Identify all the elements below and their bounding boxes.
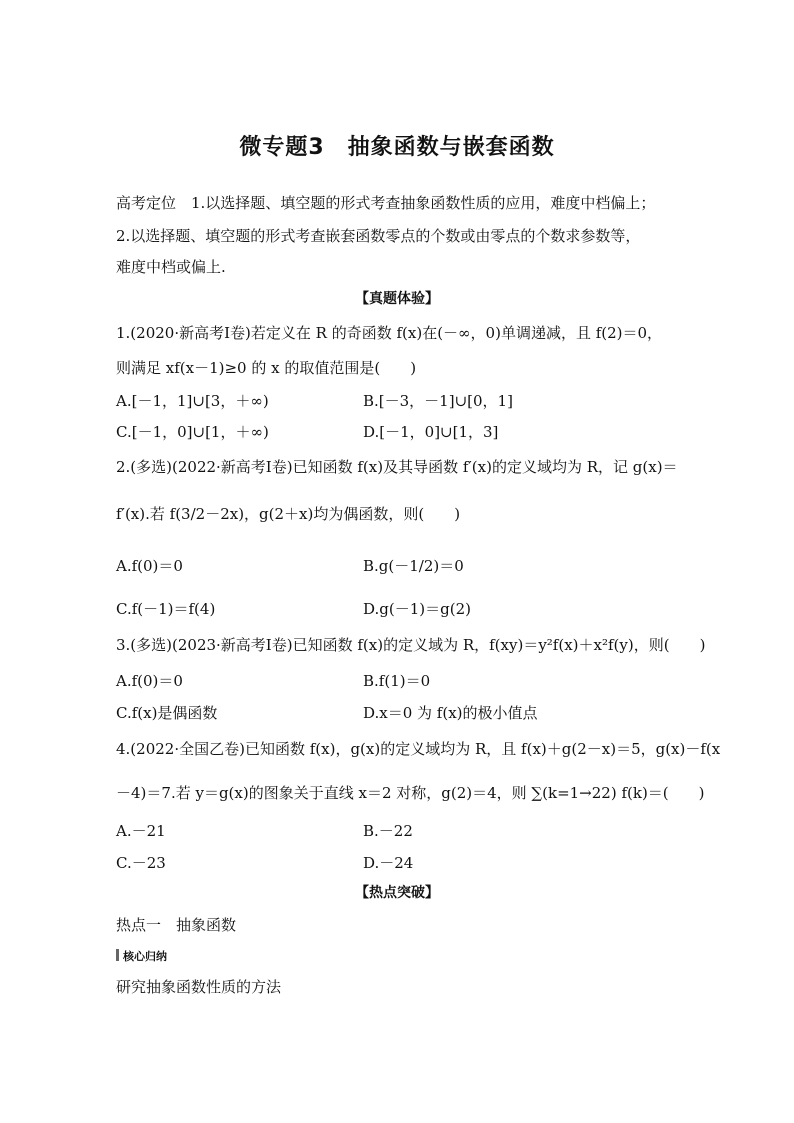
q3-option-c: C.f(x)是偶函数 [116,704,218,722]
q1-option-b: B.[－3，－1]∪[0，1] [363,392,513,410]
core-summary-label [116,948,167,964]
q4-option-d: D.－24 [363,854,414,872]
core-summary-text: 核心归纳 [123,950,167,963]
q3-stem-line-1: 3.(多选)(2023·新高考Ⅰ卷)已知函数 f(x)的定义域为 R，f(xy)＝y²f(x)＋x²f(y)，则( ) [116,636,706,654]
page-title: 微专题3 抽象函数与嵌套函数 [239,135,555,160]
q2-option-b: B.g(－1/2)＝0 [363,557,464,575]
q3-option-d: D.x＝0 为 f(x)的极小值点 [363,704,538,722]
q1-option-a: A.[－1，1]∪[3，＋∞) [116,392,269,410]
section-heading-hot-topics: 【热点突破】 [355,885,439,901]
method-heading: 研究抽象函数性质的方法 [116,978,282,996]
intro-line-1: 高考定位 1.以选择题、填空题的形式考查抽象函数性质的应用，难度中档偏上； [116,194,656,212]
intro-line-3: 难度中档或偏上. [116,258,226,276]
q3-option-b: B.f(1)＝0 [363,672,431,690]
q3-option-a: A.f(0)＝0 [116,672,183,690]
q1-stem-line-2: 则满足 xf(x－1)≥0 的 x 的取值范围是( ) [116,359,417,377]
q1-stem-line-1: 1.(2020·新高考Ⅰ卷)若定义在 R 的奇函数 f(x)在(－∞，0)单调递减，且 f(2)＝0， [116,324,663,342]
q2-stem-line-1: 2.(多选)(2022·新高考Ⅰ卷)已知函数 f(x)及其导函数 f′(x)的定义域均为 R，记 g(x)＝ [116,458,678,476]
q4-option-c: C.－23 [116,854,166,872]
section-marker-bar [116,949,119,961]
q2-option-c: C.f(－1)＝f(4) [116,600,216,618]
q2-option-a: A.f(0)＝0 [116,557,183,575]
q4-stem-line-2: －4)＝7.若 y＝g(x)的图象关于直线 x＝2 对称，g(2)＝4，则 ∑(k=1→22) f(k)＝( ) [116,784,705,802]
q1-option-d: D.[－1，0]∪[1，3] [363,423,499,441]
hot-topic-1-heading: 热点一 抽象函数 [116,916,237,934]
q4-stem-line-1: 4.(2022·全国乙卷)已知函数 f(x)，g(x)的定义域均为 R，且 f(x)＋g(2－x)＝5，g(x)－f(x [116,740,721,758]
q4-option-b: B.－22 [363,822,413,840]
intro-line-2: 2.以选择题、填空题的形式考查嵌套函数零点的个数或由零点的个数求参数等， [116,227,641,245]
q4-option-a: A.－21 [116,822,166,840]
q2-option-d: D.g(－1)＝g(2) [363,600,471,618]
q1-option-c: C.[－1，0]∪[1，＋∞) [116,423,269,441]
section-heading-real-exam: 【真题体验】 [355,291,439,307]
q2-stem-line-2: f′(x).若 f(3/2－2x)，g(2＋x)均为偶函数，则( ) [116,505,461,523]
